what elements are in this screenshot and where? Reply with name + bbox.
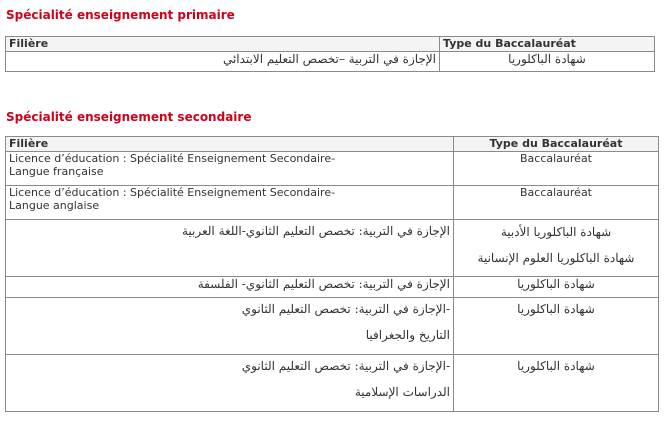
table-row [6,355,659,412]
filiere-cell [6,220,454,277]
filiere-line: Licence d’éducation : Spécialité Enseignement Secondaire- [9,152,336,165]
bac-type-cell [454,220,659,277]
table-header-row [6,37,655,52]
filiere-line: Licence d’éducation : Spécialité Enseignement Secondaire- [9,186,336,199]
bac-type-line: شهادة الباكلوريا [517,302,595,316]
bac-type-cell [454,152,659,186]
bac-type-cell [454,186,659,220]
filiere-cell [6,355,454,412]
table-row [6,220,659,277]
filiere-line: الدراسات الإسلامية [354,385,450,399]
primary-table [5,36,655,72]
table-row [6,298,659,355]
filiere-line: Langue anglaise [9,199,100,212]
column-header-filiere: Filière [6,37,440,52]
table-header-row [6,137,659,152]
bac-type-cell [454,355,659,412]
bac-type-cell [454,298,659,355]
section-heading-primary: Spécialité enseignement primaire [6,8,235,22]
bac-type-line: Baccalauréat [520,186,592,199]
filiere-line: -الإجازة في التربية: تخصص التعليم الثانوي [241,302,450,316]
filiere-cell [6,298,454,355]
column-header-bac-type: Type du Baccalauréat [454,137,659,152]
bac-type-line: شهادة الباكلوريا العلوم الإنسانية [477,251,635,265]
section-heading-secondary: Spécialité enseignement secondaire [6,110,252,124]
bac-type-cell: شهادة الباكلوريا [440,52,655,72]
table-row [6,52,655,72]
column-header-filiere: Filière [6,137,454,152]
bac-type-line: شهادة الباكلوريا الأدبية [500,225,612,239]
filiere-line: الإجازة في التربية: تخصص التعليم الثانوي-اللغة العربية [181,224,450,238]
table-row [6,277,659,298]
table-row [6,186,659,220]
filiere-line: Langue française [9,165,104,178]
table-row [6,152,659,186]
filiere-cell [6,277,454,298]
bac-type-line: شهادة الباكلوريا [517,359,595,373]
bac-type-line: Baccalauréat [520,152,592,165]
filiere-line: التاريخ والجغرافيا [365,328,450,342]
filiere-line: الإجازة في التربية: تخصص التعليم الثانوي- الفلسفة [197,277,450,291]
bac-type-cell [454,277,659,298]
bac-type-line: شهادة الباكلوريا [517,277,595,291]
filiere-cell [6,152,454,186]
filiere-cell: الإجازة في التربية –تخصص التعليم الابتدائي [6,52,440,72]
filiere-cell [6,186,454,220]
secondary-table [5,136,659,412]
filiere-line: -الإجازة في التربية: تخصص التعليم الثانوي [241,359,450,373]
column-header-bac-type: Type du Baccalauréat [440,37,655,52]
